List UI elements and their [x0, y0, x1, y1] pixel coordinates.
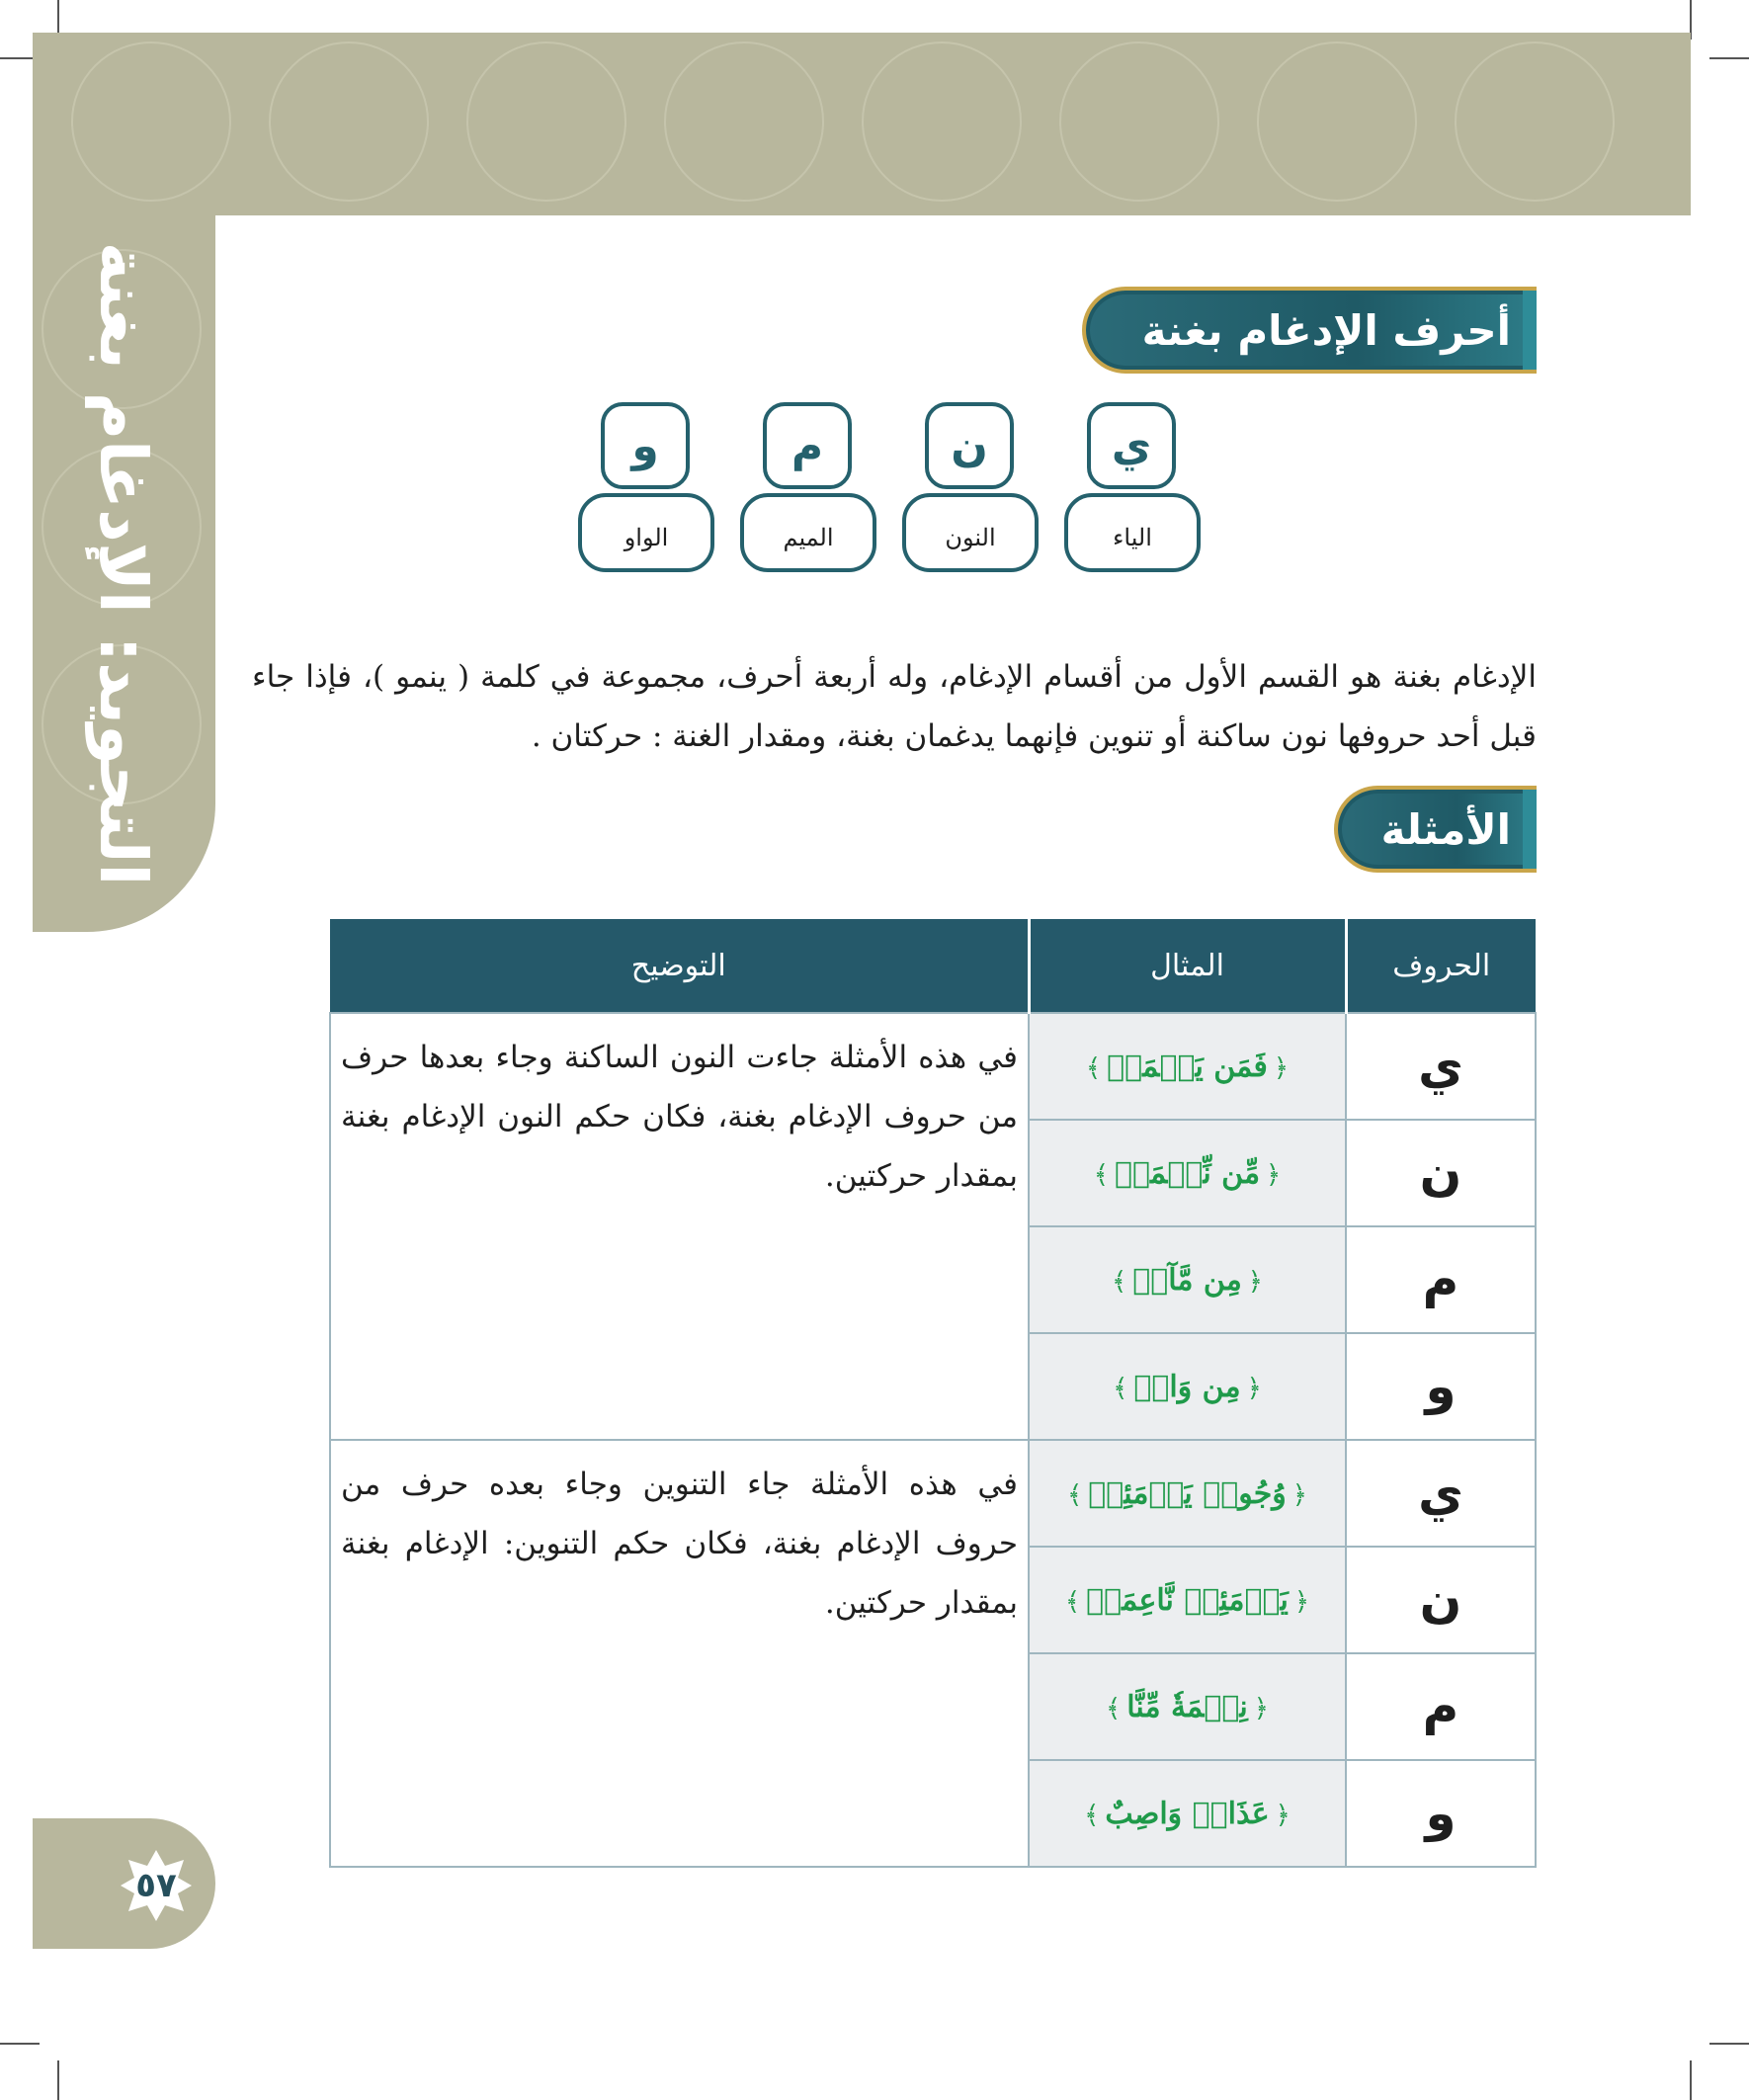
group-explanation: في هذه الأمثلة جاءت النون الساكنة وجاء بعدها حرف من حروف الإدغام بغنة، فكان حكم النون الإدغام بغنة بمقدار حركتين.: [330, 1013, 1029, 1440]
row-letter: ن: [1346, 1120, 1536, 1226]
crop-mark: [1690, 2060, 1692, 2100]
examples-table: [329, 919, 1537, 1868]
intro-paragraph: الإدغام بغنة هو القسم الأول من أقسام الإدغام، وله أربعة أحرف، مجموعة في كلمة ( ينمو )، فإذا جاء قبل أحد حروفها نون ساكنة أو تنوين فإنهما يدغمان بغنة، ومقدار الغنة : حركتان .: [252, 659, 1537, 754]
example-text: عَذَابٞ وَاصِبٌ: [1105, 1796, 1270, 1831]
row-example: ﴿مِّن نِّعۡمَةٖ﴾: [1029, 1120, 1346, 1226]
crop-mark: [57, 2060, 59, 2100]
example-text: يَوۡمَئِذٖ نَّاعِمَةٞ: [1086, 1582, 1289, 1618]
letter-name: الميم: [740, 493, 876, 572]
row-example: ﴿مِن وَاقٖ﴾: [1029, 1333, 1346, 1440]
row-letter: ي: [1346, 1440, 1536, 1547]
chapter-side-title-text: التجويد: الإدغام بغنة: [85, 241, 162, 885]
row-example: ﴿عَذَابٞ وَاصِبٌ﴾: [1029, 1760, 1346, 1867]
idgham-letters: [578, 402, 1210, 575]
section-header-examples: [1334, 786, 1537, 873]
crop-mark: [1709, 57, 1749, 59]
frame-inner-corner: [215, 215, 334, 334]
letter-card: [578, 402, 716, 575]
example-text: مِن وَاقٖ: [1133, 1369, 1241, 1404]
group-explanation: في هذه الأمثلة جاء التنوين وجاء بعده حرف من حروف الإدغام بغنة، فكان حكم التنوين: الإدغام بغنة بمقدار حركتين.: [330, 1440, 1029, 1867]
example-text: مِن مَّآءٖ: [1132, 1262, 1242, 1298]
letter-card: [902, 402, 1041, 575]
row-letter: ن: [1346, 1547, 1536, 1653]
row-letter: و: [1346, 1333, 1536, 1440]
letter-card: [1064, 402, 1203, 575]
letter-name: الواو: [578, 493, 714, 572]
crop-mark: [0, 2043, 40, 2045]
section-header-letters: [1082, 287, 1537, 374]
letter-char: و: [601, 402, 690, 489]
row-example: ﴿وُجُوهٞ يَوۡمَئِذٖ﴾: [1029, 1440, 1346, 1547]
page-number: ٥٧: [135, 1866, 177, 1905]
section-title: الأمثلة: [1380, 804, 1511, 854]
example-text: نِعۡمَةٗ مِّنَّا: [1126, 1689, 1248, 1724]
header-explanation: التوضيح: [330, 919, 1029, 1013]
chapter-side-title: [44, 208, 203, 919]
row-letter: م: [1346, 1226, 1536, 1333]
table-row: [330, 1440, 1536, 1547]
row-letter: ي: [1346, 1013, 1536, 1120]
row-example: ﴿يَوۡمَئِذٖ نَّاعِمَةٞ﴾: [1029, 1547, 1346, 1653]
example-text: مِّن نِّعۡمَةٖ: [1114, 1155, 1261, 1191]
letter-char: ن: [925, 402, 1014, 489]
row-example: ﴿فَمَن يَعۡمَلۡ﴾: [1029, 1013, 1346, 1120]
header-letters: الحروف: [1346, 919, 1536, 1013]
row-example: ﴿مِن مَّآءٖ﴾: [1029, 1226, 1346, 1333]
letter-char: ي: [1087, 402, 1176, 489]
table-header-row: [330, 919, 1536, 1013]
section-title: أحرف الإدغام بغنة: [1141, 305, 1511, 355]
letter-char: م: [763, 402, 852, 489]
letter-name: الياء: [1064, 493, 1201, 572]
letter-card: [740, 402, 878, 575]
header-example: المثال: [1029, 919, 1346, 1013]
example-text: فَمَن يَعۡمَلۡ: [1107, 1049, 1268, 1084]
row-letter: و: [1346, 1760, 1536, 1867]
page-frame-top: [33, 33, 1691, 215]
crop-mark: [1709, 2043, 1749, 2045]
letter-name: النون: [902, 493, 1039, 572]
example-text: وُجُوهٞ يَوۡمَئِذٖ: [1088, 1475, 1287, 1511]
row-letter: م: [1346, 1653, 1536, 1760]
row-example: ﴿نِعۡمَةٗ مِّنَّا﴾: [1029, 1653, 1346, 1760]
table-row: [330, 1013, 1536, 1120]
